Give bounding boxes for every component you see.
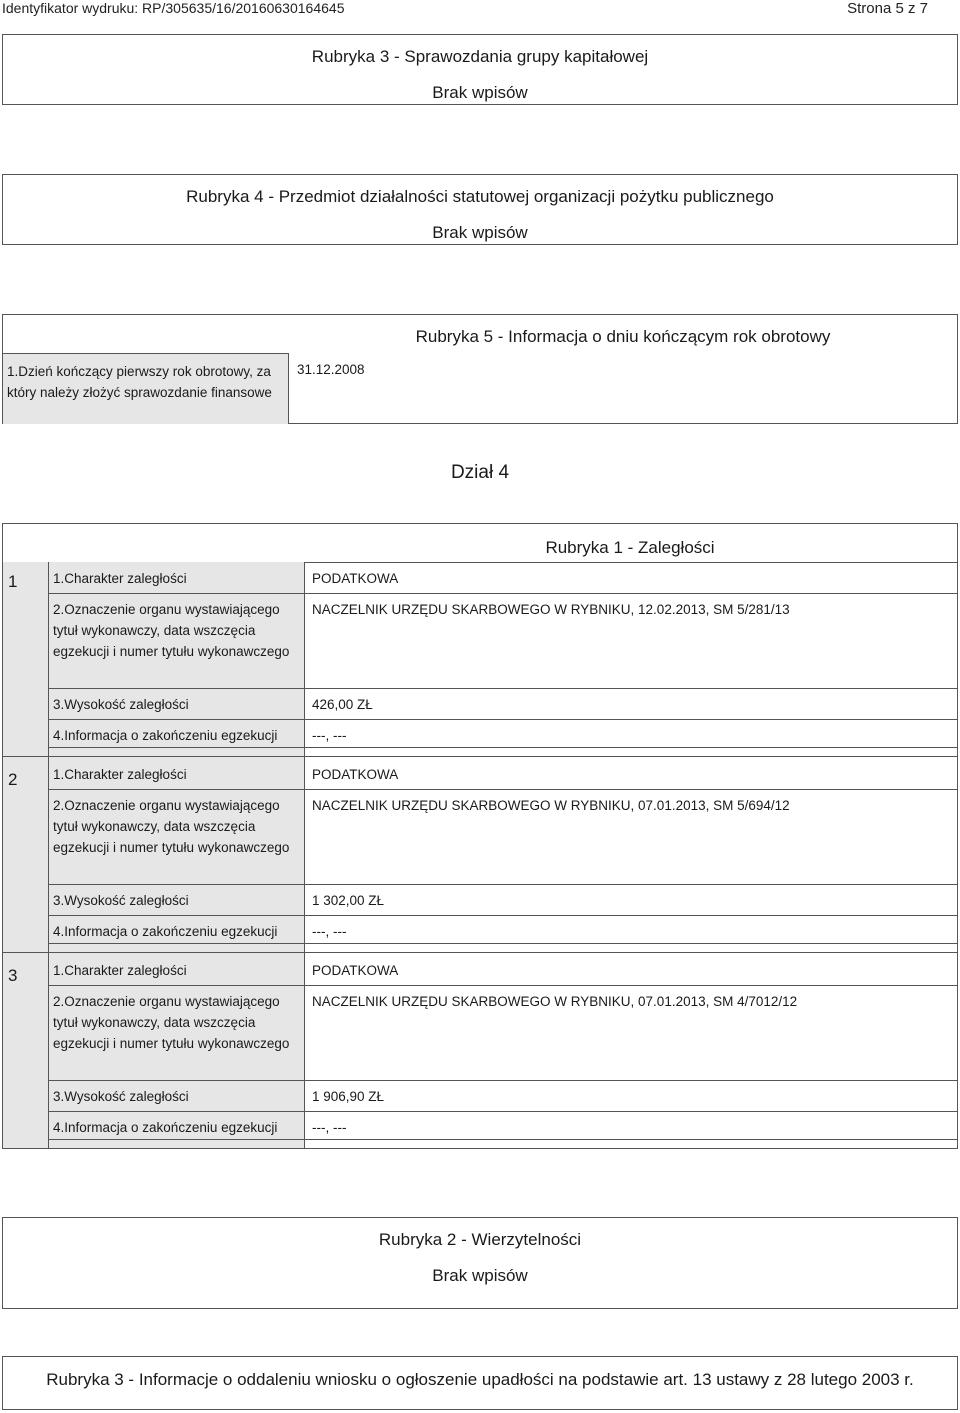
organ-label: 2.Oznaczenie organu wystawiającego tytuł wykonawczy, data wszczęcia egzekucji i numer tytułu wykonawczego [53, 798, 290, 855]
print-identifier: Identyfikator wydruku: RP/305635/16/20160630164645 [2, 0, 345, 16]
organ-value: NACZELNIK URZĘDU SKARBOWEGO W RYBNIKU, 12.02.2013, SM 5/281/13 [312, 602, 790, 617]
rubryka4-title: Rubryka 4 - Przedmiot działalności statutowej organizacji pożytku publicznego [186, 187, 774, 206]
rubryka3-group-title: Rubryka 3 - Sprawozdania grupy kapitałowej [311, 47, 649, 66]
rubryka4-value: Brak wpisów [432, 223, 528, 242]
wierzytelnosci-box [2, 1217, 958, 1309]
rubryka3-bankruptcy-box [2, 1356, 958, 1410]
wysokosc-label: 3.Wysokość zaległości [53, 697, 189, 712]
informacja-label: 4.Informacja o zakończeniu egzekucji [53, 924, 278, 939]
wysokosc-label: 3.Wysokość zaległości [53, 893, 189, 908]
rubryka5-value: 31.12.2008 [297, 362, 365, 377]
rubryka3-bankruptcy-title: Rubryka 3 - Informacje o oddaleniu wniosku o ogłoszenie upadłości na podstawie art. 13 ustawy z 28 lutego 2003 r. [46, 1370, 914, 1389]
wierzytelnosci-value: Brak wpisów [432, 1266, 528, 1285]
wysokosc-value: 1 302,00 ZŁ [312, 893, 385, 908]
wierzytelnosci-title: Rubryka 2 - Wierzytelności [378, 1230, 582, 1249]
informacja-label: 4.Informacja o zakończeniu egzekucji [53, 1120, 278, 1135]
charakter-label: 1.Charakter zaległości [53, 767, 187, 782]
entry-number: 1 [8, 572, 18, 591]
rubryka4-box [2, 174, 958, 245]
organ-label: 2.Oznaczenie organu wystawiającego tytuł wykonawczy, data wszczęcia egzekucji i numer tytułu wykonawczego [53, 602, 290, 659]
rubryka3-group-box [2, 34, 958, 105]
informacja-value: ---, --- [312, 1120, 347, 1135]
rubryka5-label: 1.Dzień kończący pierwszy rok obrotowy, za który należy złożyć sprawozdanie finansowe [7, 364, 272, 400]
charakter-label: 1.Charakter zaległości [53, 571, 187, 586]
wysokosc-value: 426,00 ZŁ [312, 697, 373, 712]
organ-value: NACZELNIK URZĘDU SKARBOWEGO W RYBNIKU, 07.01.2013, SM 4/7012/12 [312, 994, 798, 1009]
charakter-value: PODATKOWA [312, 571, 399, 586]
informacja-value: ---, --- [312, 924, 347, 939]
informacja-label: 4.Informacja o zakończeniu egzekucji [53, 728, 278, 743]
rubryka5-box [2, 314, 958, 424]
wysokosc-label: 3.Wysokość zaległości [53, 1089, 189, 1104]
entry-number: 2 [8, 770, 18, 789]
section-title: Dział 4 [450, 462, 510, 483]
informacja-value: ---, --- [312, 728, 347, 743]
entry-number: 3 [8, 966, 18, 985]
charakter-label: 1.Charakter zaległości [53, 963, 187, 978]
charakter-value: PODATKOWA [312, 963, 399, 978]
organ-label: 2.Oznaczenie organu wystawiającego tytuł wykonawczy, data wszczęcia egzekucji i numer tytułu wykonawczego [53, 994, 290, 1051]
page-number: Strona 5 z 7 [847, 0, 928, 17]
wysokosc-value: 1 906,90 ZŁ [312, 1089, 385, 1104]
rubryka5-title: Rubryka 5 - Informacja o dniu kończącym rok obrotowy [415, 327, 831, 346]
rubryka5-label-cell [3, 353, 289, 424]
organ-value: NACZELNIK URZĘDU SKARBOWEGO W RYBNIKU, 07.01.2013, SM 5/694/12 [312, 798, 790, 813]
charakter-value: PODATKOWA [312, 767, 399, 782]
zaleglosci-title: Rubryka 1 - Zaległości [545, 538, 715, 557]
rubryka3-group-value: Brak wpisów [432, 83, 528, 102]
